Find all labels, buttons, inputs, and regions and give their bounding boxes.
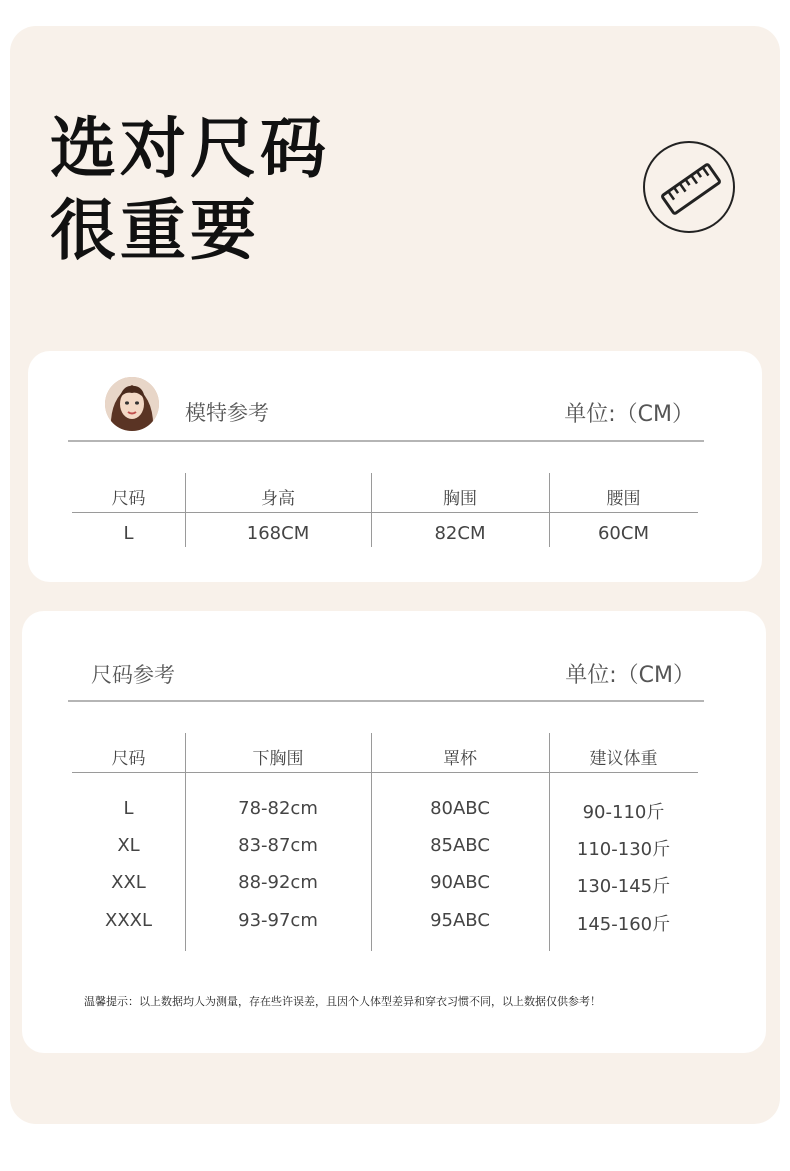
headline-line-2: 很重要 [50, 192, 260, 269]
model-avatar [105, 377, 159, 431]
size-card-unit: 单位:（CM） [565, 663, 695, 688]
size-chart-table [72, 733, 698, 951]
size-card-divider [68, 700, 704, 702]
table-header-cell: 身高 [261, 489, 295, 509]
table-header-cell: 尺码 [111, 749, 146, 769]
table-cell: L [123, 798, 134, 819]
headline-line-1: 选对尺码 [50, 110, 330, 187]
model-reference-card [28, 351, 762, 582]
warm-tip-note: 温馨提示：以上数据均人为测量，存在些许误差，且因个人体型差异和穿衣习惯不同，以上数据仅供参考！ [84, 995, 601, 1008]
table-cell: 110-130斤 [576, 839, 671, 860]
table-cell: 90-110斤 [582, 802, 665, 823]
model-card-title: 模特参考 [185, 401, 269, 425]
table-header-cell: 尺码 [111, 489, 146, 509]
table-cell: 60CM [597, 523, 649, 544]
table-cell: 130-145斤 [576, 876, 671, 897]
table-cell: 95ABC [430, 910, 490, 931]
model-card-divider [68, 440, 704, 442]
model-card-unit: 单位:（CM） [564, 402, 694, 427]
table-header-cell: 胸围 [443, 489, 477, 509]
table-cell: 88-92cm [238, 872, 318, 893]
table-cell: L [123, 523, 134, 544]
table-header-divider [72, 512, 698, 513]
table-cell: 82CM [434, 523, 486, 544]
ruler-icon [643, 141, 735, 233]
table-header-cell: 罩杯 [443, 749, 477, 769]
table-cell: XXL [111, 872, 146, 893]
table-cell: 85ABC [430, 835, 490, 856]
table-cell: 168CM [246, 523, 310, 544]
table-cell: 83-87cm [238, 835, 318, 856]
size-reference-card [22, 611, 766, 1053]
size-card-title: 尺码参考 [91, 663, 175, 687]
table-cell: 93-97cm [238, 910, 318, 931]
model-size-table [72, 473, 698, 547]
table-cell: XL [117, 835, 140, 856]
table-cell: XXXL [104, 910, 153, 931]
table-cell: 145-160斤 [576, 914, 671, 935]
table-header-cell: 腰围 [606, 489, 641, 509]
table-cell: 78-82cm [238, 798, 318, 819]
table-header-divider [72, 772, 698, 773]
table-cell: 80ABC [430, 798, 490, 819]
table-cell: 90ABC [430, 872, 490, 893]
table-header-cell: 下胸围 [252, 749, 304, 769]
table-header-cell: 建议体重 [589, 749, 658, 769]
